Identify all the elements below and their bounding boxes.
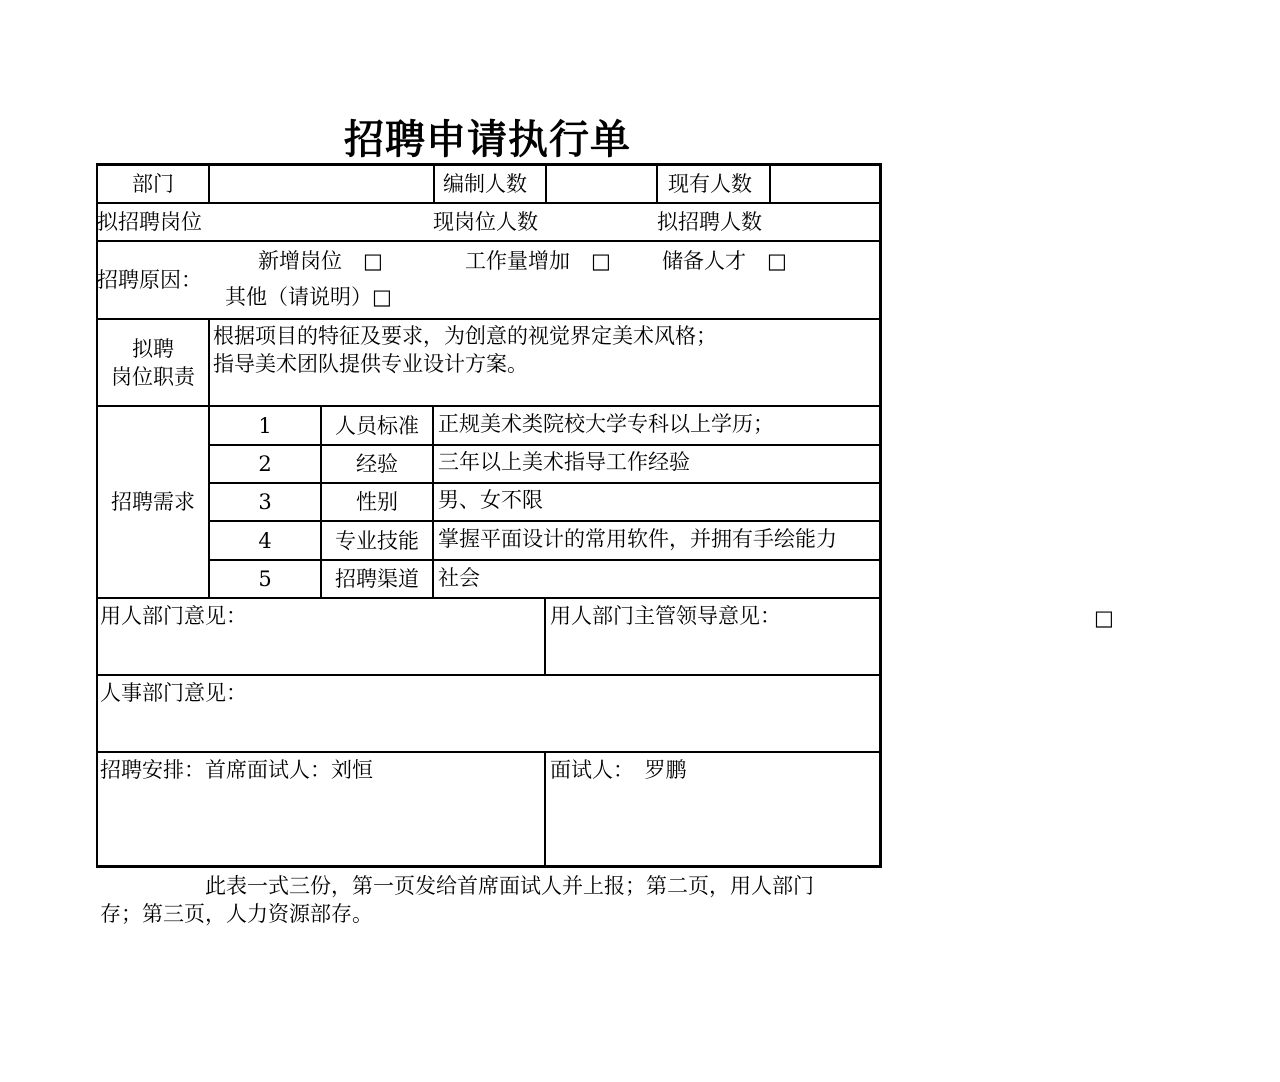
option-label: 新增岗位 [258,249,342,273]
quota-label: 编制人数 [443,172,527,196]
req-value: 掌握平面设计的常用软件，并拥有手绘能力 [438,527,837,551]
req-item: 招聘渠道 [335,567,419,591]
req-no: 4 [258,529,272,553]
hr-opinion-label: 人事部门意见： [100,681,247,705]
req-item: 人员标准 [335,414,419,438]
req-value: 三年以上美术指导工作经验 [438,450,690,474]
hline [208,559,882,561]
footer-line2: 存；第三页，人力资源部存。 [100,902,373,926]
dept-head-opinion-label: 用人部门主管领导意见： [550,604,781,628]
checkbox-icon[interactable]: □ [591,249,611,273]
req-item: 性别 [356,490,398,514]
vline [208,318,210,598]
req-item: 经验 [356,452,398,476]
reason-label: 招聘原因： [97,268,202,292]
hline [96,674,882,676]
hire-count-label: 拟招聘人数 [657,210,762,234]
requirements-label: 招聘需求 [111,490,195,514]
hline [96,240,882,242]
current-count-label: 现有人数 [668,172,752,196]
req-no: 5 [258,567,272,591]
table-border-right [879,163,882,868]
dept-opinion-label: 用人部门意见： [100,604,247,628]
reason-option-workload[interactable] [465,247,611,275]
dept-label: 部门 [132,172,174,196]
duties-text [213,322,717,378]
footer-note [100,872,880,928]
hline [96,405,882,407]
req-no: 3 [258,490,272,514]
vline [656,163,658,202]
arrangement-interviewer: 面试人： 罗鹏 [550,758,687,782]
hline [96,751,882,753]
current-in-position-label: 现岗位人数 [433,210,538,234]
reason-option-reserve[interactable] [662,247,787,275]
checkbox-icon[interactable]: □ [1094,606,1114,630]
req-value: 男、女不限 [438,488,543,512]
checkbox-icon[interactable]: □ [372,285,392,309]
req-no: 1 [258,414,272,438]
req-item: 专业技能 [335,529,419,553]
duties-line1: 根据项目的特征及要求，为创意的视觉界定美术风格； [213,324,717,348]
checkbox-icon[interactable]: □ [363,249,383,273]
position-label: 拟招聘岗位 [97,210,202,234]
req-value: 正规美术类院校大学专科以上学历； [438,412,774,436]
reason-option-other[interactable] [225,283,392,311]
option-label: 工作量增加 [465,249,570,273]
option-label: 储备人才 [662,249,746,273]
duties-label-line2: 岗位职责 [111,365,195,389]
arrangement-chief-interviewer: 招聘安排：首席面试人：刘恒 [100,758,373,782]
hline [208,444,882,446]
duties-label [111,335,195,391]
hline [208,482,882,484]
req-no: 2 [258,452,272,476]
vline [433,163,435,202]
req-value: 社会 [438,566,480,590]
duties-line2: 指导美术团队提供专业设计方案。 [213,352,528,376]
vline [544,597,546,675]
vline [545,163,547,202]
vline [544,751,546,867]
hline [208,520,882,522]
vline [432,405,434,598]
page-title: 招聘申请执行单 [344,116,631,163]
vline [320,405,322,598]
table-border-bottom [96,865,882,868]
hline [96,597,882,599]
table-border-top [96,163,882,166]
hline [96,202,882,204]
option-label: 其他（请说明） [225,285,372,309]
reason-option-new-position[interactable] [258,247,383,275]
vline [769,163,771,202]
vline [208,163,210,202]
checkbox-icon[interactable]: □ [767,249,787,273]
footer-line1: 此表一式三份，第一页发给首席面试人并上报；第二页，用人部门 [100,874,814,898]
duties-label-line1: 拟聘 [132,337,174,361]
hline [96,318,882,320]
